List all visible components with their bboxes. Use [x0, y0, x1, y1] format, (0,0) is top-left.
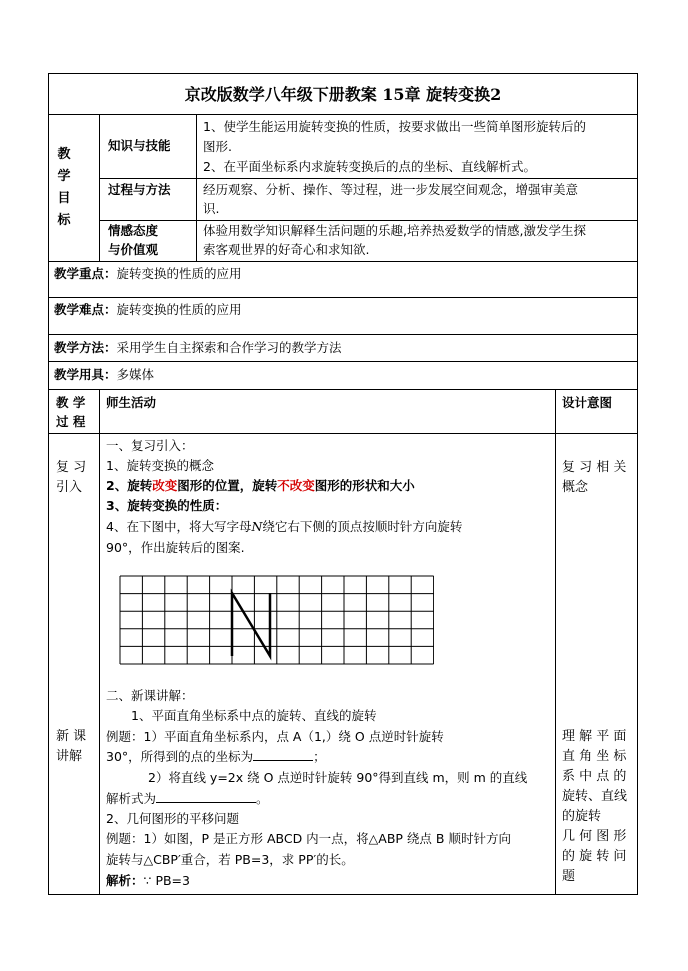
- method-row: [54, 338, 342, 358]
- key-point-label: 教学重点：: [54, 266, 117, 281]
- review-line: 90°，作出旋转后的图案.: [106, 540, 245, 555]
- review-highlight: 改变: [152, 478, 178, 493]
- objective-text: 体验用数学知识解释生活问题的乐趣,培养热爱数学的情感,激发学生探: [203, 223, 586, 238]
- intent-line: 理 解 平 面: [562, 729, 627, 744]
- method-text: 采用学生自主探索和合作学习的教学方法: [116, 340, 342, 355]
- review-line: 1、旋转变换的概念: [106, 458, 214, 473]
- review-text: 图形的形状和大小: [314, 478, 415, 493]
- review-side-label: 复 习: [56, 460, 87, 475]
- review-heading: 一、复习引入：: [106, 438, 194, 453]
- tools-text: 多媒体: [116, 367, 155, 382]
- example-line: 2）将直线 y=2x 绕 O 点逆时针旋转 90°得到直线 m，则 m 的直线: [148, 770, 528, 785]
- process-header-col3: 设计意图: [562, 395, 613, 410]
- rule-keypoint: [48, 297, 638, 298]
- review-highlight: 不改变: [277, 478, 315, 493]
- example-line: 例题：1）如图，P 是正方形 ABCD 内一点，将△ABP 绕点 B 顺时针方向: [106, 831, 511, 846]
- rule-v-process: [99, 389, 100, 895]
- rule-v-intent: [555, 389, 556, 895]
- new-lesson-side-label: 讲解: [56, 749, 83, 764]
- rule-process-header: [48, 433, 638, 434]
- tools-row: [54, 365, 154, 385]
- rule-v-obj-label: [196, 114, 197, 261]
- rule-v-obj: [99, 114, 100, 261]
- solution-text: ∵ PB=3: [143, 873, 190, 888]
- example-line: 例题：1）平面直角坐标系内，点 A（1,）绕 O 点逆时针旋转: [106, 729, 444, 744]
- objective-text: 1、使学生能运用旋转变换的性质，按要求做出一些简单图形旋转后的: [203, 119, 586, 134]
- key-point-row: [54, 264, 242, 284]
- review-line: [106, 517, 462, 537]
- rule-method: [48, 361, 638, 362]
- review-letter: N: [251, 519, 263, 534]
- rule-title: [48, 114, 638, 115]
- process-header-col1: 教 学: [56, 395, 86, 410]
- review-text: 绕它右下侧的顶点按顺时针方向旋转: [262, 519, 463, 534]
- example-text: ；: [313, 749, 326, 764]
- review-line: 3、旋转变换的性质：: [106, 498, 228, 513]
- new-lesson-side-label: 新 课: [56, 729, 87, 744]
- example-line: [106, 747, 326, 767]
- subsection-heading: 2、几何图形的平移问题: [106, 811, 239, 826]
- intent-line: 旋转、直线: [562, 789, 628, 804]
- new-lesson-heading: 二、新课讲解：: [106, 688, 194, 703]
- intent-line: 题: [562, 869, 576, 884]
- grid-figure: [119, 575, 434, 665]
- method-label: 教学方法：: [54, 340, 117, 355]
- intent-line: 的旋转: [562, 809, 602, 824]
- objective-text: 识.: [203, 201, 220, 216]
- page-title: 京改版数学八年级下册教案 15章 旋转变换2: [184, 85, 502, 104]
- example-text: 解析式为: [106, 791, 157, 806]
- process-header-col1: 过 程: [56, 414, 86, 429]
- example-line: 旋转与△CBP′重合，若 PB=3，求 PP′的长。: [106, 852, 354, 867]
- side-char: 目: [57, 191, 71, 206]
- review-intent: 概念: [562, 480, 589, 495]
- intent-line: 系 中 点 的: [562, 769, 627, 784]
- side-char: 学: [57, 169, 71, 184]
- example-text: 。: [256, 791, 269, 806]
- objective-label-attitude: 与价值观: [108, 242, 159, 257]
- solution-label: 解析：: [106, 873, 144, 888]
- rule-obj-1: [99, 178, 638, 179]
- difficult-point-text: 旋转变换的性质的应用: [116, 302, 242, 317]
- intent-line: 直 角 坐 标: [562, 749, 627, 764]
- process-header-col2: 师生活动: [106, 395, 157, 410]
- review-text: 2、旋转: [106, 478, 153, 493]
- key-point-text: 旋转变换的性质的应用: [116, 266, 242, 281]
- rule-objectives: [48, 261, 638, 262]
- side-char: 教: [57, 147, 71, 162]
- example-line: [106, 789, 269, 809]
- objective-label-process: 过程与方法: [108, 182, 171, 197]
- rule-tools: [48, 389, 638, 390]
- solution-line: [106, 871, 190, 891]
- grid-lines: [120, 576, 434, 664]
- review-line: [106, 476, 415, 496]
- objective-text: 图形.: [203, 139, 232, 154]
- objective-text: 经历观察、分析、操作、等过程，进一步发展空间观念，增强审美意: [203, 182, 579, 197]
- rule-difficult: [48, 334, 638, 335]
- new-lesson-subheading: 1、平面直角坐标系中点的旋转、直线的旋转: [131, 708, 377, 723]
- objective-text: 索客观世界的好奇心和求知欲.: [203, 242, 370, 257]
- intent-line: 几 何 图 形: [562, 829, 627, 844]
- review-text: 图形的位置，旋转: [177, 478, 278, 493]
- review-text: 4、在下图中，将大写字母: [106, 519, 252, 534]
- difficult-point-label: 教学难点：: [54, 302, 117, 317]
- objectives-side-label: [54, 144, 74, 232]
- answer-blank[interactable]: [253, 748, 313, 761]
- objective-label-attitude: 情感态度: [108, 223, 159, 238]
- example-text: 30°，所得到的点的坐标为: [106, 749, 254, 764]
- answer-blank[interactable]: [156, 790, 256, 803]
- intent-line: 的 旋 转 问: [562, 849, 627, 864]
- side-char: 标: [57, 213, 71, 228]
- new-lesson-intent: [562, 727, 634, 887]
- difficult-point-row: [54, 300, 242, 320]
- review-intent: 复 习 相 关: [562, 460, 627, 475]
- objective-label-knowledge: 知识与技能: [108, 138, 171, 153]
- review-side-label: 引入: [56, 480, 83, 495]
- objective-text: 2、在平面坐标系内求旋转变换后的点的坐标、直线解析式。: [203, 159, 536, 174]
- tools-label: 教学用具：: [54, 367, 117, 382]
